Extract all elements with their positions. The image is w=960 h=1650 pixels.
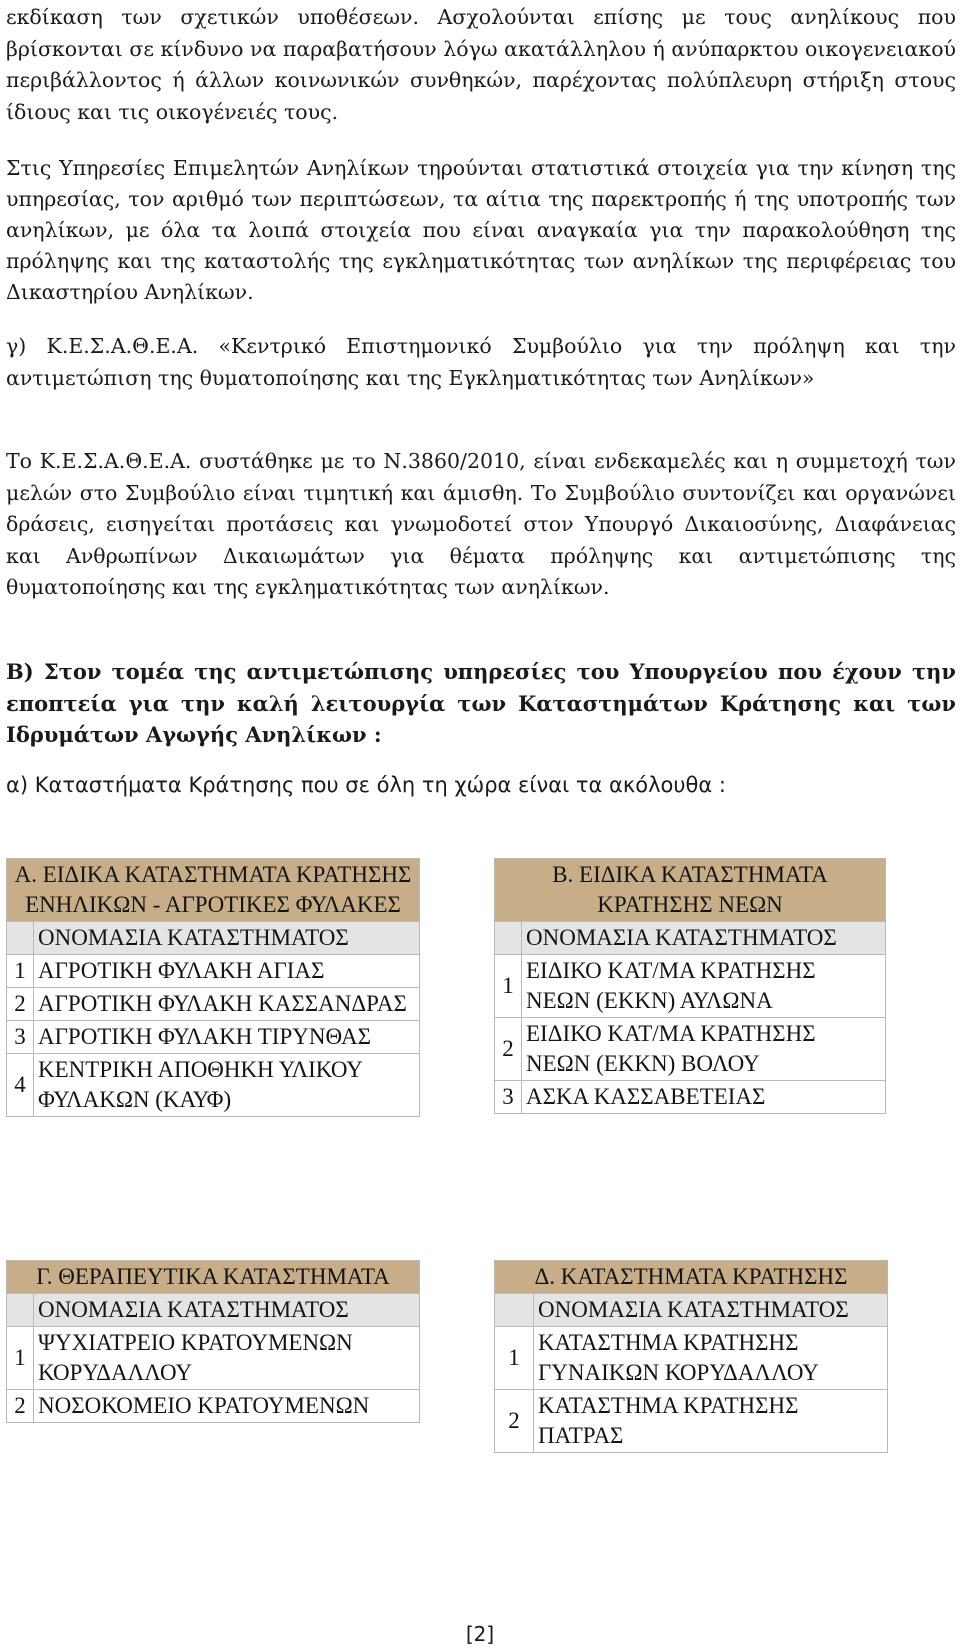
- table-row: [7, 1054, 420, 1117]
- paragraph-detention-intro: α) Καταστήματα Κράτησης που σε όλη τη χώρα είναι τα ακόλουθα :: [6, 773, 726, 797]
- table-title: Δ. ΚΑΤΑΣΤΗΜΑΤΑ ΚΡΑΤΗΣΗΣ: [495, 1261, 888, 1294]
- row-number: 2: [495, 1018, 522, 1081]
- table-therapeutic-facilities: [6, 1260, 420, 1423]
- row-name: ΚΑΤΑΣΤΗΜΑ ΚΡΑΤΗΣΗΣ ΠΑΤΡΑΣ: [534, 1390, 888, 1453]
- column-header-name: ΟΝΟΜΑΣΙΑ ΚΑΤΑΣΤΗΜΑΤΟΣ: [534, 1294, 888, 1327]
- column-header-name: ΟΝΟΜΑΣΙΑ ΚΑΤΑΣΤΗΜΑΤΟΣ: [34, 1294, 420, 1327]
- table-title: Α. ΕΙΔΙΚΑ ΚΑΤΑΣΤΗΜΑΤΑ ΚΡΑΤΗΣΗΣ ΕΝΗΛΙΚΩΝ - ΑΓΡΟΤΙΚΕΣ ΦΥΛΑΚΕΣ: [7, 859, 420, 922]
- section-heading-b: Β) Στον τομέα της αντιμετώπισης υπηρεσίες του Υπουργείου που έχουν την εποπτεία για την καλή λειτουργία των Καταστημάτων Κράτησης και των Ιδρυμάτων Αγωγής Ανηλίκων :: [6, 659, 956, 747]
- table-row: [7, 988, 420, 1021]
- table-youth-detention: [494, 858, 886, 1114]
- row-name: ΨΥΧΙΑΤΡΕΙΟ ΚΡΑΤΟΥΜΕΝΩΝ ΚΟΡΥΔΑΛΛΟΥ: [34, 1327, 420, 1390]
- table-row: [495, 955, 886, 1018]
- row-name: ΚΕΝΤΡΙΚΗ ΑΠΟΘΗΚΗ ΥΛΙΚΟΥ ΦΥΛΑΚΩΝ (ΚΑΥΦ): [34, 1054, 420, 1117]
- table-row: [495, 1018, 886, 1081]
- table-detention-facilities: [494, 1260, 888, 1453]
- row-name: ΑΓΡΟΤΙΚΗ ΦΥΛΑΚΗ ΚΑΣΣΑΝΔΡΑΣ: [34, 988, 420, 1021]
- paragraph-kesathea-description: Το Κ.Ε.Σ.Α.Θ.Ε.Α. συστάθηκε με το Ν.3860/2010, είναι ενδεκαμελές και η συμμετοχή των μελών στο Συμβούλιο είναι τιμητική και άμισθη. Το Συμβούλιο συντονίζει και οργανώνει δράσεις, εισηγείται προτάσεις και γνωμοδοτεί στον Υπουργό Δικαιοσύνης, Διαφάνειας και Ανθρωπίνων Δικαιωμάτων για θέματα πρόληψης και αντιμετώπισης της θυματοποίησης και της εγκληματικότητας των ανηλίκων.: [6, 449, 956, 599]
- paragraph-statistics: Στις Υπηρεσίες Επιμελητών Ανηλίκων τηρούνται στατιστικά στοιχεία για την κίνηση της υπηρεσίας, τον αριθμό των περιπτώσεων, τα αίτια της παρεκτροπής ή της υποτροπής των ανηλίκων, με όλα τα λοιπά στοιχεία που είναι αναγκαία για την παρακολούθηση της πρόληψης και της καταστολής της εγκληματικότητας των ανηλίκων της περιφέρειας του Δικαστηρίου Ανηλίκων.: [6, 156, 956, 304]
- row-number: 3: [495, 1081, 522, 1114]
- header-blank-cell: [7, 1294, 34, 1327]
- table-row: [7, 1390, 420, 1423]
- table-row: [495, 1327, 888, 1390]
- row-number: 3: [7, 1021, 34, 1054]
- row-name: ΑΓΡΟΤΙΚΗ ΦΥΛΑΚΗ ΑΓΙΑΣ: [34, 955, 420, 988]
- row-number: 2: [495, 1390, 534, 1453]
- row-name: ΕΙΔΙΚΟ ΚΑΤ/ΜΑ ΚΡΑΤΗΣΗΣ ΝΕΩΝ (ΕΚΚΝ) ΒΟΛΟΥ: [522, 1018, 886, 1081]
- header-blank-cell: [7, 922, 34, 955]
- table-row: [495, 1390, 888, 1453]
- header-blank-cell: [495, 922, 522, 955]
- row-number: 2: [7, 988, 34, 1021]
- row-name: ΑΓΡΟΤΙΚΗ ΦΥΛΑΚΗ ΤΙΡΥΝΘΑΣ: [34, 1021, 420, 1054]
- header-blank-cell: [495, 1294, 534, 1327]
- page-number: [2]: [465, 1622, 495, 1646]
- row-name: ΑΣΚΑ ΚΑΣΣΑΒΕΤΕΙΑΣ: [522, 1081, 886, 1114]
- table-row: [7, 1327, 420, 1390]
- row-number: 4: [7, 1054, 34, 1117]
- row-number: 1: [7, 955, 34, 988]
- row-name: ΚΑΤΑΣΤΗΜΑ ΚΡΑΤΗΣΗΣ ΓΥΝΑΙΚΩΝ ΚΟΡΥΔΑΛΛΟΥ: [534, 1327, 888, 1390]
- row-number: 1: [495, 955, 522, 1018]
- table-row: [7, 955, 420, 988]
- table-row: [495, 1081, 886, 1114]
- paragraph-juvenile-support: εκδίκαση των σχετικών υποθέσεων. Ασχολούνται επίσης με τους ανηλίκους που βρίσκονται σε κίνδυνο να παραβατήσουν λόγω ακατάλληλου ή ανύπαρκτου οικογενειακού περιβάλλοντος ή άλλων κοινωνικών συνθηκών, παρέχοντας πολύπλευρη στήριξη στους ίδιους και τις οικογένειές τους.: [6, 5, 956, 124]
- row-number: 1: [495, 1327, 534, 1390]
- table-title: Β. ΕΙΔΙΚΑ ΚΑΤΑΣΤΗΜΑΤΑ ΚΡΑΤΗΣΗΣ ΝΕΩΝ: [495, 859, 886, 922]
- table-title: Γ. ΘΕΡΑΠΕΥΤΙΚΑ ΚΑΤΑΣΤΗΜΑΤΑ: [7, 1261, 420, 1294]
- table-row: [7, 1021, 420, 1054]
- column-header-name: ΟΝΟΜΑΣΙΑ ΚΑΤΑΣΤΗΜΑΤΟΣ: [522, 922, 886, 955]
- row-name: ΕΙΔΙΚΟ ΚΑΤ/ΜΑ ΚΡΑΤΗΣΗΣ ΝΕΩΝ (ΕΚΚΝ) ΑΥΛΩΝΑ: [522, 955, 886, 1018]
- row-name: ΝΟΣΟΚΟΜΕΙΟ ΚΡΑΤΟΥΜΕΝΩΝ: [34, 1390, 420, 1423]
- paragraph-kesathea-title: γ) Κ.Ε.Σ.Α.Θ.Ε.Α. «Κεντρικό Επιστημονικό Συμβούλιο για την πρόληψη και την αντιμετώπιση της θυματοποίησης και της Εγκληματικότητας των Ανηλίκων»: [6, 334, 956, 390]
- column-header-name: ΟΝΟΜΑΣΙΑ ΚΑΤΑΣΤΗΜΑΤΟΣ: [34, 922, 420, 955]
- row-number: 2: [7, 1390, 34, 1423]
- table-adult-rural-prisons: [6, 858, 420, 1117]
- row-number: 1: [7, 1327, 34, 1390]
